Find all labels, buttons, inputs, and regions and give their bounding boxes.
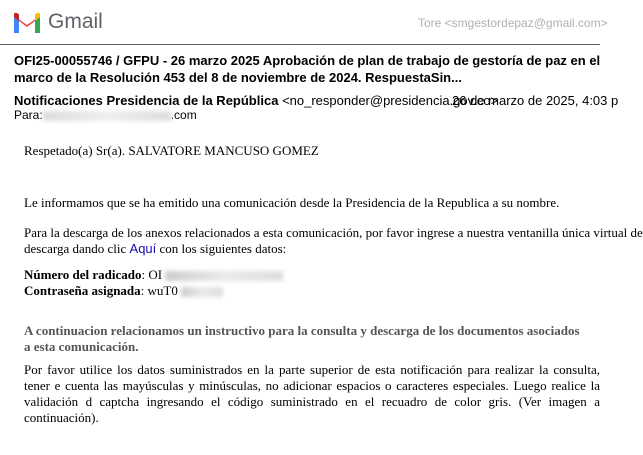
account-email: Tore <smgestordepaz@gmail.com> — [418, 16, 608, 30]
email-subject: OFI25-00055746 / GFPU - 26 marzo 2025 Aprobación de plan de trabajo de gestoría de paz en el marco de la Resolución 453 del 8 de noviembre de 2024. RespuestaSin... — [14, 53, 601, 85]
recipient-redacted — [43, 111, 171, 121]
password-row — [24, 283, 614, 299]
header-divider — [0, 44, 600, 45]
gmail-wordmark: Gmail — [48, 10, 103, 33]
recipient-row — [14, 108, 197, 122]
paragraph-2-text-b: con los siguientes datos: — [156, 241, 287, 256]
password-label: Contraseña asignada — [24, 283, 141, 298]
sender-email: <no_responder@presidencia.gov.co> — [282, 93, 499, 108]
radicado-value: : OI — [141, 267, 163, 282]
gmail-header — [0, 0, 608, 42]
paragraph-2-text-a: descarga dando clic — [24, 241, 130, 256]
instructions-title: A continuacion relacionamos un instructivo para la consulta y descarga de los documentos asociados a esta comunicación. — [24, 323, 580, 354]
paragraph-3: Por favor utilice los datos suministrados en la parte superior de esta notificación para realizar la consulta, tener e cuenta las mayúsculas y minúsculas, no adicionar espacios o caracteres especiales. Luego realice la validación d captcha ingresando el código suministrado en el recuadro de color gris. (Ver imagen a continuación). — [24, 362, 600, 425]
recipient-suffix: .com — [170, 108, 197, 122]
sender-row — [14, 93, 498, 108]
radicado-row — [24, 267, 614, 283]
password-redacted — [181, 287, 223, 297]
radicado-redacted — [165, 271, 283, 281]
gmail-logo-icon — [12, 11, 42, 33]
paragraph-1: Le informamos que se ha emitido una comunicación desde la Presidencia de la Republica a su nombre. — [24, 195, 560, 210]
download-link[interactable]: Aquí — [129, 241, 157, 256]
password-value: : wuT0 — [140, 283, 178, 298]
greeting: Respetado(a) Sr(a). SALVATORE MANCUSO GOMEZ — [24, 143, 319, 158]
sender-name: Notificaciones Presidencia de la República — [14, 93, 279, 108]
radicado-label: Número del radicado — [24, 267, 142, 282]
email-date: 26 de marzo de 2025, 4:03 p — [452, 93, 619, 108]
recipient-label: Para: — [14, 108, 43, 122]
paragraph-2-line-1: Para la descarga de los anexos relacionados a esta comunicación, por favor ingrese a nuestra ventanilla única virtual de — [24, 225, 643, 240]
paragraph-2-line-2 — [24, 241, 614, 257]
